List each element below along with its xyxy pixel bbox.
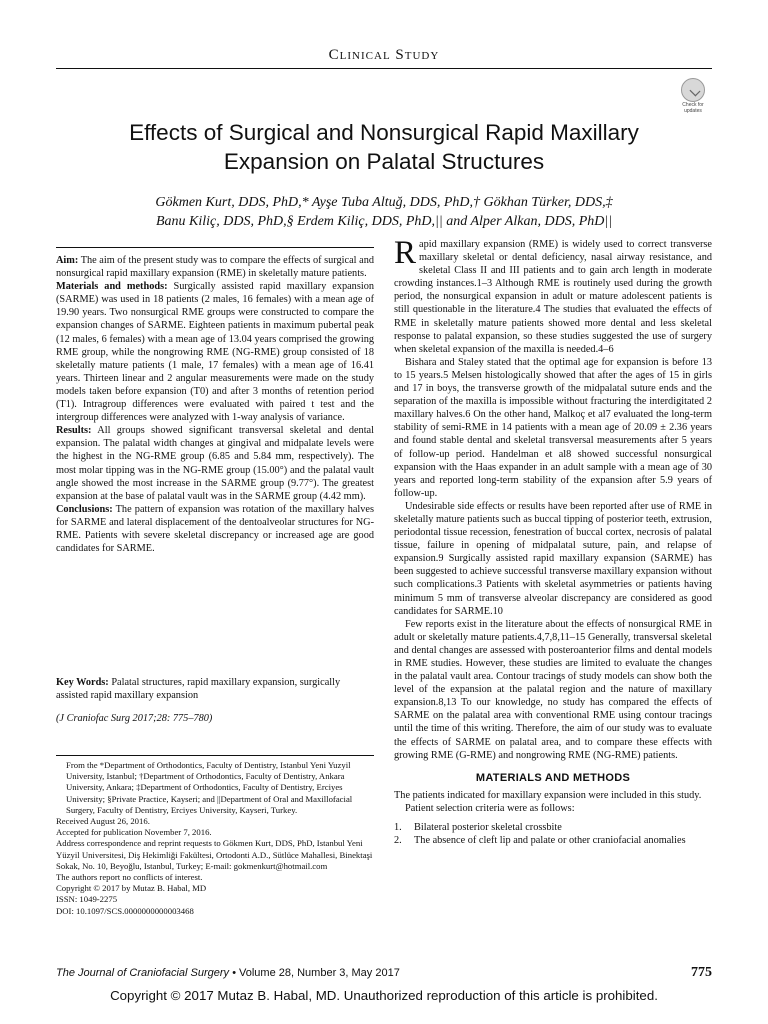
list-item — [394, 834, 712, 847]
abstract — [56, 254, 374, 555]
abstract-methods — [56, 280, 374, 424]
abstract-results — [56, 424, 374, 503]
authors-line-1: Gökmen Kurt, DDS, PhD,* Ayşe Tuba Altuğ, DDS, PhD,† Gökhan Türker, DDS,‡ — [155, 195, 613, 210]
section-heading: MATERIALS AND METHODS — [475, 771, 631, 784]
results-text: All groups showed significant transversal skeletal and dental expansion. The palatal width changes at gingival and midpalate levels were the highest in the NG-RME group (6.85 and 5.84 mm, respectively). The most molar tipping was in the NG-RME group (15.00°) and the palatal vault angle showed the most increase in the SARME group (9.77°). The greatest expansion at the base of palatal vault was in the SARME group (4.42 mm). — [56, 425, 374, 502]
issn: ISSN: 1049-2275 — [56, 894, 118, 905]
list-item — [394, 821, 712, 834]
keywords-text: Palatal structures, rapid maxillary expansion, surgically assisted rapid maxillary expansion — [56, 677, 341, 702]
badge-text-2: updates — [684, 108, 702, 114]
article-title — [40, 118, 728, 176]
conclusions-text: The pattern of expansion was rotation of the maxillary halves for SARME and lateral displacement of the dentoalveolar structures for NG-RME. Patients with severe skeletal discrepancy or increased age are good candidates for SARME. — [56, 503, 374, 555]
paragraph-3: Undesirable side effects or results have been reported after use of RME in skeletally mature patients such as buccal tipping of posterior teeth, extrusion, periodontal tissue recession, fenestration of buccal cortex, necrosis of palatal tissue, failure in opening of midpalatal suture, pain, and relapse of expansion.9 Surgically assisted rapid maxillary expansion (SARME) has been suggested to achieve successful transverse maxillary expansion without such complications.3 Patients with skeletal asymmetries or patients having minimum 5 mm of transverse alveolar discrepancy are considered as good candidates for SARME.10 — [394, 500, 712, 617]
paragraph-4: Few reports exist in the literature about the effects of nonsurgical RME in adult or skeletally mature patients.4,7,8,11–15 Generally, transversal skeletal and dental changes are assessed with posteroanterior films and dental models in RME studies. However, these studies are limited to evaluate the changes in the palatal vault area. Contour tracings of study models can show both the level of the expansion at the palatal region and the nature of maxillary expansion.8,13 To our knowledge, no study has compared the effects of SARME on the palatal area with conventional RME using contour tracings until the time of this writing. Therefore, the aim of our study was to evaluate the effects of SARME on palatal area, and to compare these effects with growing RME (G-RME) and nongrowing RME (NG-RME) patients. — [394, 618, 712, 761]
correspondence-address: Address correspondence and reprint requests to Gökmen Kurt, DDS, PhD, Istanbul Yeni Yüzyil Universitesi, Diş Hekimliği Fakültesi, Ortodonti A.D., Sütlüce Mahallesi, Binektaşi Sokak, No. 10, Beyoğlu, Istanbul, Turkey; E-mail: gokmenkurt@hotmail.com — [56, 838, 373, 871]
paragraph-1 — [394, 235, 712, 356]
abstract-conclusions — [56, 503, 374, 555]
check-updates-icon — [681, 78, 705, 102]
list-text: Bilateral posterior skeletal crossbite — [414, 822, 562, 834]
copyright-banner: Copyright © 2017 Mutaz B. Habal, MD. Unauthorized reproduction of this article is prohibited. — [110, 988, 658, 1003]
footnote-rule — [56, 755, 374, 756]
accepted-date: Accepted for publication November 7, 2016. — [56, 827, 212, 838]
methods-paragraph-1: The patients indicated for maxillary expansion were included in this study. — [394, 789, 702, 801]
check-for-updates-badge[interactable] — [676, 78, 710, 118]
keywords-label: Key Words: — [56, 677, 109, 688]
criteria-list — [394, 821, 712, 847]
list-number: 2. — [394, 835, 402, 847]
results-label: Results: — [56, 425, 92, 437]
methods-text: Surgically assisted rapid maxillary expansion (SARME) was used in 18 patients (2 males, 16 females) with a mean age of 19.90 years. Two nonsurgical RME groups were constructed to compare the expansion changes of SARME. Eighteen patients in maximum pubertal peak (12 males, 6 females) with a mean age of 13.04 years comprised the growing RME group, while the nongrowing RME (NG-RME) group consisted of 18 skeletally mature patients (1 male, 17 females) with a mean age of 16.41 years. Thirteen linear and 2 angular measurements were made on the study models taken before expansion (T0) and after 3 months of retention period (T1). Intragroup differences were evaluated with paired t test and the intergroup differences were analyzed with 1-way analysis of variance. — [56, 281, 374, 424]
footnote — [56, 760, 374, 917]
received-date: Received August 26, 2016. — [56, 816, 150, 827]
author-list — [40, 193, 728, 231]
journal-info — [56, 967, 400, 979]
methods-paragraph-2: Patient selection criteria were as follows: — [405, 802, 575, 814]
paragraph-2: Bishara and Staley stated that the optimal age for expansion is before 13 to 15 years.5 Melsen histologically showed that after the ages of 15 in girls and 17 in boys, the transverse growth of the midpalatal suture ends and the separation of the maxilla is impossible without fracturing the interdigitated 2 maxillary halves.6 On the other hand, Malkoç et al7 evaluated the long-term stability of semi-RME in 14 patients with a mean age of 20.09 ± 2.36 years and found stable dental and skeletal transversal measurements after 5 years of follow-up period. Handelman et al8 showed successful nonsurgical expansion with the Haas expander in an adult sample with a mean age of 30 years and reported long-term stability of the expansion after 5.9 years of follow-up. — [394, 356, 712, 499]
conclusions-label: Conclusions: — [56, 503, 113, 515]
aim-text: The aim of the present study was to compare the effects of surgical and nonsurgical rapid maxillary expansion (RME) in skeletally mature patients. — [56, 255, 374, 280]
page-number: 775 — [691, 965, 712, 980]
drop-cap: R — [394, 235, 417, 271]
body-column — [394, 235, 712, 847]
conflicts-statement: The authors report no conflicts of interest. — [56, 872, 203, 883]
badge-text-1: Check for — [682, 102, 704, 108]
doi[interactable]: DOI: 10.1097/SCS.0000000000003468 — [56, 905, 194, 916]
paragraph-1-text: apid maxillary expansion (RME) is widely used to correct transverse maxillary skeletal or dental deficiency, nasal airway resistance, and skeletal Class II and III patients and to gain arch length in moderate crowding instances.1–3 Although RME is routinely used during the growth period, the nonsurgical expansion in adult or mature adolescent patients is still questionable in the literature.4 The studies that evaluated the effects of RME in skeletally mature patients showed more dental and less skeletal response to palatal expansion, so these studies suggested the use of surgery when skeletal expansion of the maxilla is needed.4–6 — [394, 239, 712, 355]
methods-label: Materials and methods: — [56, 281, 168, 293]
aim-label: Aim: — [56, 255, 79, 266]
journal-name: The Journal of Craniofacial Surgery — [56, 967, 230, 979]
abstract-rule — [56, 247, 374, 248]
bullet-separator: • — [232, 967, 236, 979]
title-line-2: Expansion on Palatal Structures — [223, 149, 545, 174]
abstract-aim — [56, 254, 374, 280]
affiliations: From the *Department of Orthodontics, Faculty of Dentistry, Istanbul Yeni Yuzyil University, Istanbul; †Department of Orthodontics, Faculty of Dentistry, Ankara University, Ankara; ‡Department of Orthodontics, Faculty of Dentistry, Erciyes University; §Private Practice, Kayseri; and ||Department of Oral and Maxillofacial Surgery, Faculty of Dentistry, Erciyes University, Kayseri, Turkey. — [66, 760, 353, 815]
issue-info: Volume 28, Number 3, May 2017 — [239, 967, 400, 979]
citation: (J Craniofac Surg 2017;28: 775–780) — [56, 713, 213, 724]
copyright-line: Copyright © 2017 by Mutaz B. Habal, MD — [56, 883, 207, 894]
header-rule — [56, 68, 712, 69]
keywords — [56, 676, 374, 702]
list-text: The absence of cleft lip and palate or other craniofacial anomalies — [414, 835, 686, 847]
section-label: Clinical Study — [328, 47, 440, 63]
title-line-1: Effects of Surgical and Nonsurgical Rapid Maxillary — [129, 120, 639, 145]
list-number: 1. — [394, 822, 402, 834]
authors-line-2: Banu Kiliç, DDS, PhD,§ Erdem Kiliç, DDS, PhD,|| and Alper Alkan, DDS, PhD|| — [155, 214, 613, 229]
